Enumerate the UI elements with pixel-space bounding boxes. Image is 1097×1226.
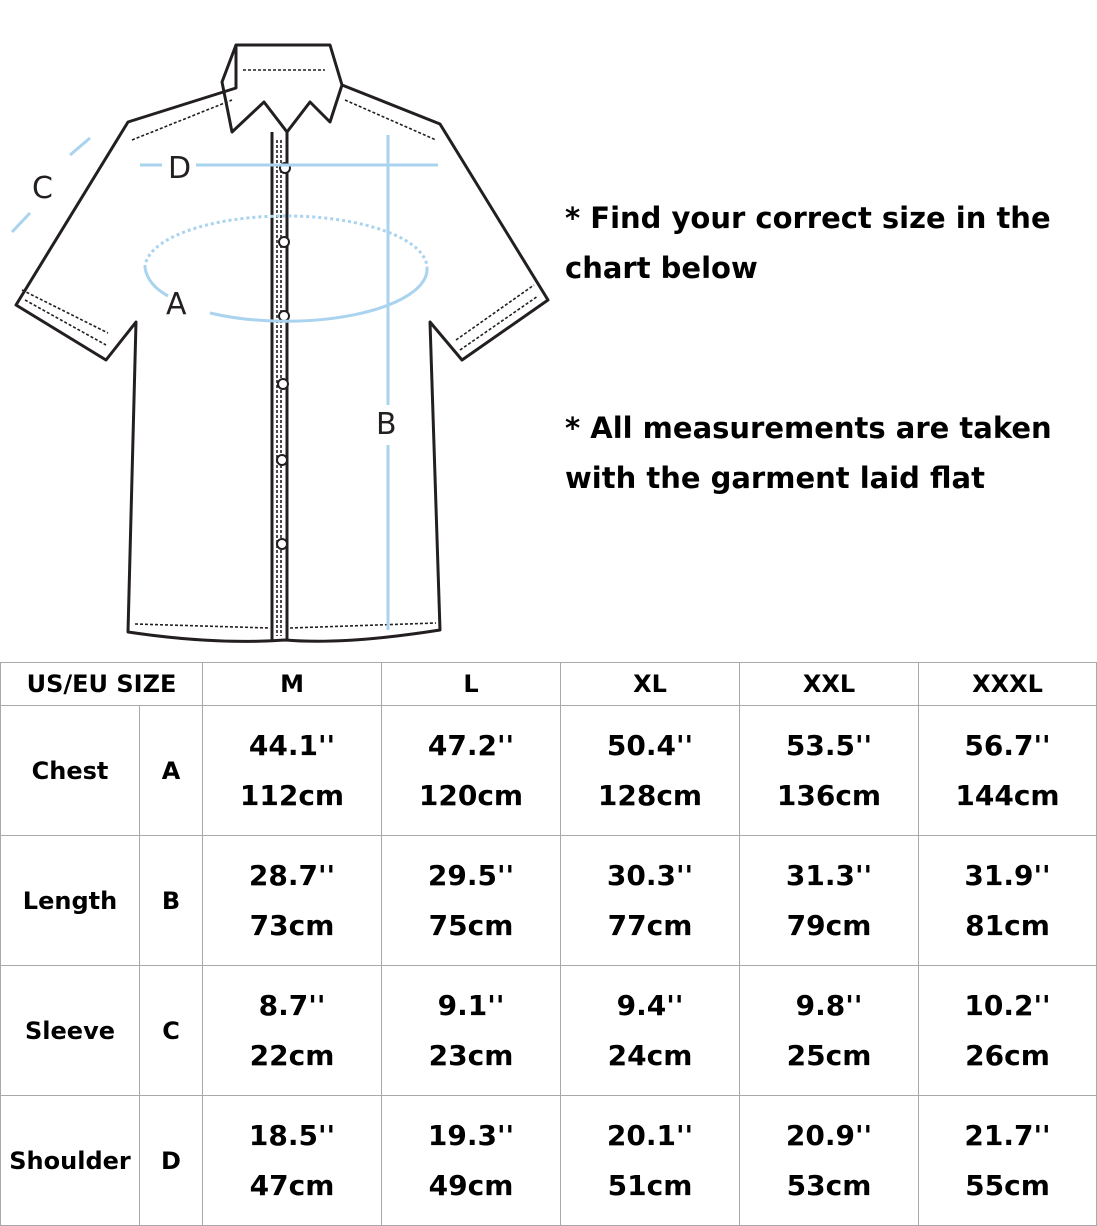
cm-value: 53cm (786, 1168, 872, 1202)
table-cell (382, 966, 561, 1096)
cm-value: 112cm (239, 778, 345, 812)
inch-value: 47.2'' (427, 728, 515, 762)
inch-value: 8.7'' (258, 988, 326, 1022)
table-cell (203, 1096, 382, 1226)
table-cell (203, 966, 382, 1096)
cm-value: 26cm (965, 1038, 1050, 1072)
label-d: D (168, 151, 192, 186)
inch-value: 31.3'' (785, 858, 873, 892)
cm-value: 136cm (776, 778, 882, 812)
inch-value: 21.7'' (964, 1118, 1051, 1152)
table-cell (561, 1096, 740, 1226)
cm-value: 79cm (786, 908, 872, 942)
table-cell (561, 706, 740, 836)
table-cell (561, 836, 740, 966)
size-header-xl: XL (561, 663, 740, 706)
table-cell (382, 1096, 561, 1226)
cm-value: 77cm (607, 908, 693, 942)
cm-value: 51cm (607, 1168, 693, 1202)
measure-name: Shoulder (1, 1096, 140, 1226)
table-cell (203, 706, 382, 836)
cm-value: 144cm (955, 778, 1060, 812)
chest-line-front (210, 268, 427, 321)
measure-code: D (140, 1096, 203, 1226)
shirt-button (277, 455, 287, 465)
table-cell (919, 706, 1097, 836)
size-chart-table (0, 662, 1097, 1226)
cm-value: 23cm (428, 1038, 514, 1072)
table-cell (919, 966, 1097, 1096)
inch-value: 19.3'' (427, 1118, 515, 1152)
cm-value: 25cm (786, 1038, 872, 1072)
shirt-button (277, 539, 287, 549)
measure-name: Chest (1, 706, 140, 836)
inch-value: 10.2'' (964, 988, 1051, 1022)
table-cell (740, 1096, 919, 1226)
inch-value: 30.3'' (606, 858, 694, 892)
table-cell (919, 1096, 1097, 1226)
size-label-header: US/EU SIZE (1, 663, 203, 706)
note-laid-flat: * All measurements are taken with the garment laid flat (565, 411, 1052, 495)
inch-value: 18.5'' (248, 1118, 336, 1152)
measurement-labels (32, 151, 397, 442)
measure-code: B (140, 836, 203, 966)
inch-value: 20.1'' (606, 1118, 694, 1152)
cm-value: 81cm (965, 908, 1050, 942)
table-cell (203, 836, 382, 966)
inch-value: 29.5'' (427, 858, 515, 892)
table-row-sleeve (1, 966, 1097, 1096)
inch-value: 9.8'' (795, 988, 863, 1022)
inch-value: 28.7'' (248, 858, 336, 892)
shirt-button (279, 311, 289, 321)
measure-name: Length (1, 836, 140, 966)
header-row (1, 663, 1097, 706)
inch-value: 50.4'' (606, 728, 694, 762)
inch-value: 56.7'' (964, 728, 1051, 762)
cm-value: 24cm (607, 1038, 693, 1072)
size-header-m: M (203, 663, 382, 706)
sleeve-line (70, 138, 90, 155)
inch-value: 31.9'' (964, 858, 1051, 892)
note-find-size: * Find your correct size in the chart below (565, 201, 1051, 285)
table-row-length (1, 836, 1097, 966)
cm-value: 75cm (428, 908, 514, 942)
table-cell (740, 706, 919, 836)
size-header-xxl: XXL (740, 663, 919, 706)
inch-value: 53.5'' (785, 728, 873, 762)
cm-value: 55cm (965, 1168, 1050, 1202)
inch-value: 20.9'' (785, 1118, 873, 1152)
size-header-xxxl: XXXL (919, 663, 1097, 706)
label-c: C (32, 171, 53, 206)
size-header-l: L (382, 663, 561, 706)
table-cell (382, 836, 561, 966)
measure-name: Sleeve (1, 966, 140, 1096)
table-cell (919, 836, 1097, 966)
label-a: A (166, 287, 187, 322)
shirt-outline (16, 45, 548, 641)
cm-value: 49cm (428, 1168, 514, 1202)
table-cell (740, 966, 919, 1096)
inch-value: 9.4'' (616, 988, 684, 1022)
shirt-diagram (0, 0, 560, 655)
measure-code: C (140, 966, 203, 1096)
table-row-shoulder (1, 1096, 1097, 1226)
cm-value: 47cm (249, 1168, 335, 1202)
table-cell (561, 966, 740, 1096)
shirt-button (278, 379, 288, 389)
shirt-button (279, 237, 289, 247)
inch-value: 44.1'' (248, 728, 336, 762)
measure-code: A (140, 706, 203, 836)
inch-value: 9.1'' (437, 988, 505, 1022)
cm-value: 128cm (597, 778, 703, 812)
cm-value: 73cm (249, 908, 335, 942)
table-row-chest (1, 706, 1097, 836)
cm-value: 22cm (249, 1038, 335, 1072)
table-cell (740, 836, 919, 966)
table-cell (382, 706, 561, 836)
label-b: B (376, 407, 397, 442)
cm-value: 120cm (418, 778, 524, 812)
